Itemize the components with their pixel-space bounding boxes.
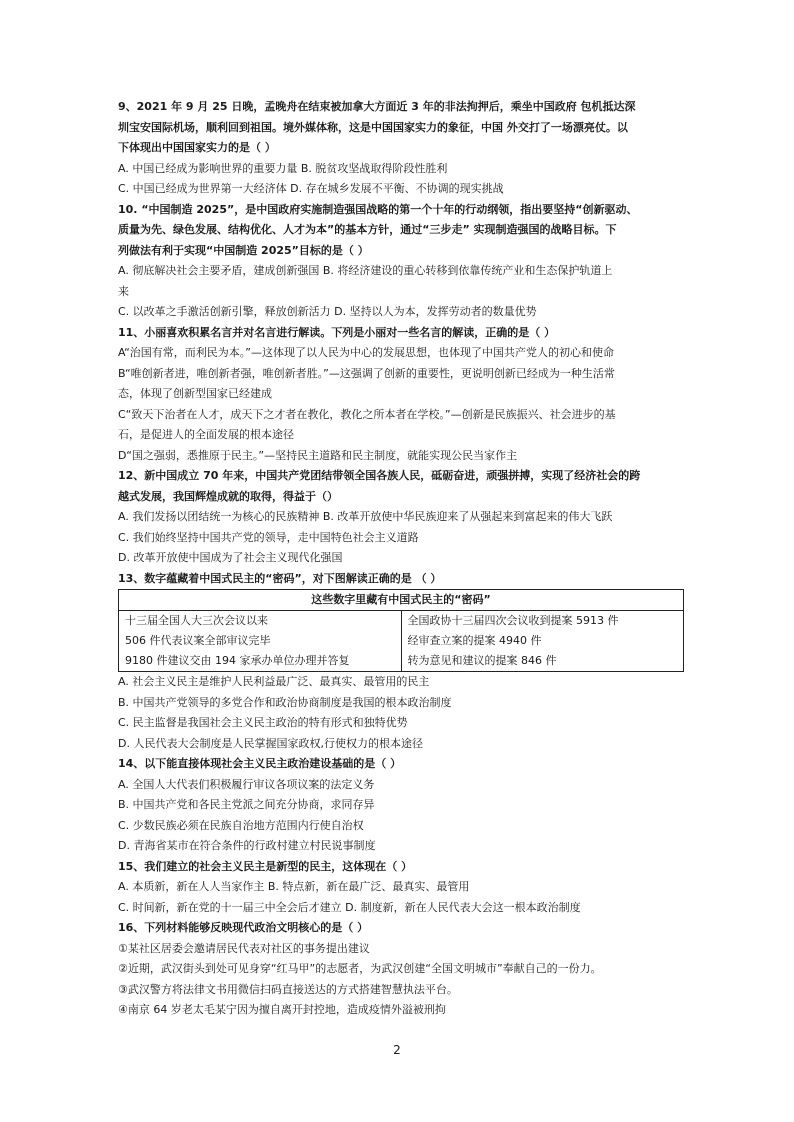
q12-option-c: C. 我们始终坚持中国共产党的领导，走中国特色社会主义道路 — [118, 530, 419, 544]
q13-option-d: D. 人民代表大会制度是人民掌握国家政权,行使权力的根本途径 — [118, 736, 423, 750]
q10-stem-line1: 10. “中国制造 2025”，是中国政府实施制造强国战略的第一个十年的行动纲领，指出要坚持“创新驱动、 — [118, 202, 638, 216]
q13-right-line1: 全国政协十三届四次会议收到提案 5913 件 — [407, 614, 619, 627]
q16-item-3: ③武汉警方将法律文书用微信扫码直接送达的方式搭建智慧执法平台。 — [118, 982, 458, 996]
q11-option-c-line1: C“致天下治者在人才，成天下之才者在教化，教化之所本者在学校。”—创新是民族振兴、社会进步的基 — [118, 407, 616, 421]
q16-stem: 16、下列材料能够反映现代政治文明核心的是（ ） — [118, 921, 369, 934]
q13-option-b: B. 中国共产党领导的多党合作和政治协商制度是我国的根本政治制度 — [118, 695, 452, 709]
q10-options-ab-cont: 来 — [118, 284, 129, 298]
q16-item-2: ②近期，武汉街头到处可见身穿“红马甲”的志愿者，为武汉创建“全国文明城市”奉献自己的一份力。 — [118, 962, 602, 975]
q9-stem-line3: 下体现出中国国家实力的是（ ） — [118, 141, 276, 154]
q16-item-4: ④南京 64 岁老太毛某宁因为擅自离开封控地，造成疫情外溢被刑拘 — [118, 1003, 446, 1016]
q13-left-line1: 十三届全国人大三次会议以来 — [125, 614, 268, 627]
q12-stem-line1: 12、新中国成立 70 年来，中国共产党团结带领全国各族人民，砥砺奋进，顽强拼搏，实现了经济社会的跨 — [118, 469, 641, 482]
q13-data-table — [118, 589, 684, 672]
q11-option-b-line1: B“唯创新者进，唯创新者强，唯创新者胜。”—这强调了创新的重要性，更说明创新已经成为一种生活常 — [118, 366, 615, 380]
q11-option-b-line2: 态，体现了创新型国家已经建成 — [118, 387, 272, 400]
q13-option-c: C. 民主监督是我国社会主义民主政治的特有形式和独特优势 — [118, 716, 408, 729]
q13-option-a: A. 社会主义民主是维护人民利益最广泛、最真实、最管用的民主 — [118, 675, 430, 688]
q9-stem-line2: 圳宝安国际机场，顺利回到祖国。境外媒体称，这是中国国家实力的象征，中国 外交打了一场漂亮仗。以 — [118, 120, 628, 134]
q9-stem-line1: 9、2021 年 9 月 25 日晚，孟晚舟在结束被加拿大方面近 3 年的非法拘押后，乘坐中国政府 包机抵达深 — [118, 100, 636, 113]
q13-left-line2: 506 件代表议案全部审议完毕 — [125, 634, 271, 647]
q12-options-ab: A. 我们发扬以团结统一为核心的民族精神 B. 改革开放使中华民族迎来了从强起来到富起来的伟大飞跃 — [118, 510, 613, 523]
q10-stem-line2: 质量为先、绿色发展、结构优化、人才为本”的基本方针，通过“三步走” 实现制造强国的战略目标。下 — [118, 223, 617, 236]
exam-page — [118, 97, 684, 1021]
q11-option-d: D“国之强弱，悉推原于民主。”—坚持民主道路和民主制度，就能实现公民当家作主 — [118, 448, 518, 462]
q12-stem-line2: 越式发展，我国辉煌成就的取得，得益于（） — [118, 489, 338, 503]
q13-right-line3: 转为意见和建议的提案 846 件 — [407, 654, 557, 667]
q13-table-title: 这些数字里藏有中国式民主的“密码” — [119, 590, 684, 611]
q13-right-line2: 经审查立案的提案 4940 件 — [407, 634, 542, 647]
q14-stem: 14、以下能直接体现社会主义民主政治建设基础的是（ ） — [118, 757, 402, 770]
q15-options-ab: A. 本质新，新在人人当家作主 B. 特点新，新在最广泛、最真实、最管用 — [118, 880, 470, 893]
q14-option-d: D. 青海省某市在符合条件的行政村建立村民说事制度 — [118, 839, 376, 852]
q11-option-c-line2: 石，是促进人的全面发展的根本途径 — [118, 428, 294, 441]
q10-stem-line3: 列做法有利于实现“中国制造 2025”目标的是（ ） — [118, 243, 369, 257]
q11-option-a: A“治国有常，而利民为本。”—这体现了以人民为中心的发展思想，也体现了中国共产党人的初心和使命 — [118, 346, 615, 359]
q13-table-left-cell — [119, 611, 402, 672]
q9-options-ab: A. 中国已经成为影响世界的重要力量 B. 脱贫攻坚战取得阶段性胜利 — [118, 161, 448, 175]
q9-options-cd: C. 中国已经成为世界第一大经济体 D. 存在城乡发展不平衡、不协调的现实挑战 — [118, 182, 504, 195]
q14-option-c: C. 少数民族必须在民族自治地方范围内行使自治权 — [118, 818, 364, 832]
q13-table-right-cell — [401, 611, 684, 672]
q14-option-b: B. 中国共产党和各民主党派之间充分协商，求同存异 — [118, 798, 375, 811]
q14-option-a: A. 全国人大代表们积极履行审议各项议案的法定义务 — [118, 777, 375, 791]
q11-stem: 11、小丽喜欢积累名言并对名言进行解读。下列是小丽对一些名言的解读，正确的是（ ） — [118, 325, 556, 339]
q10-options-ab: A. 彻底解决社会主要矛盾，建成创新强国 B. 将经济建设的重心转移到依靠传统产业和生态保护轨道上 — [118, 264, 613, 277]
q12-option-d: D. 改革开放使中国成为了社会主义现代化强国 — [118, 551, 343, 564]
q13-left-line3: 9180 件建议交由 194 家承办单位办理并答复 — [125, 654, 350, 667]
q15-stem: 15、我们建立的社会主义民主是新型的民主，这体现在（ ） — [118, 859, 413, 873]
page-number: 2 — [393, 1043, 401, 1057]
q15-options-cd: C. 时间新，新在党的十一届三中全会后才建立 D. 制度新，新在人民代表大会这一根本政治制度 — [118, 900, 581, 914]
q16-item-1: ①某社区居委会邀请居民代表对社区的事务提出建议 — [118, 941, 370, 955]
q13-stem: 13、数字蕴藏着中国式民主的“密码”，对下图解读正确的是 （ ） — [118, 571, 442, 585]
q10-options-cd: C. 以改革之手激活创新引擎，释放创新活力 D. 坚持以人为本，发挥劳动者的数量优势 — [118, 305, 537, 318]
